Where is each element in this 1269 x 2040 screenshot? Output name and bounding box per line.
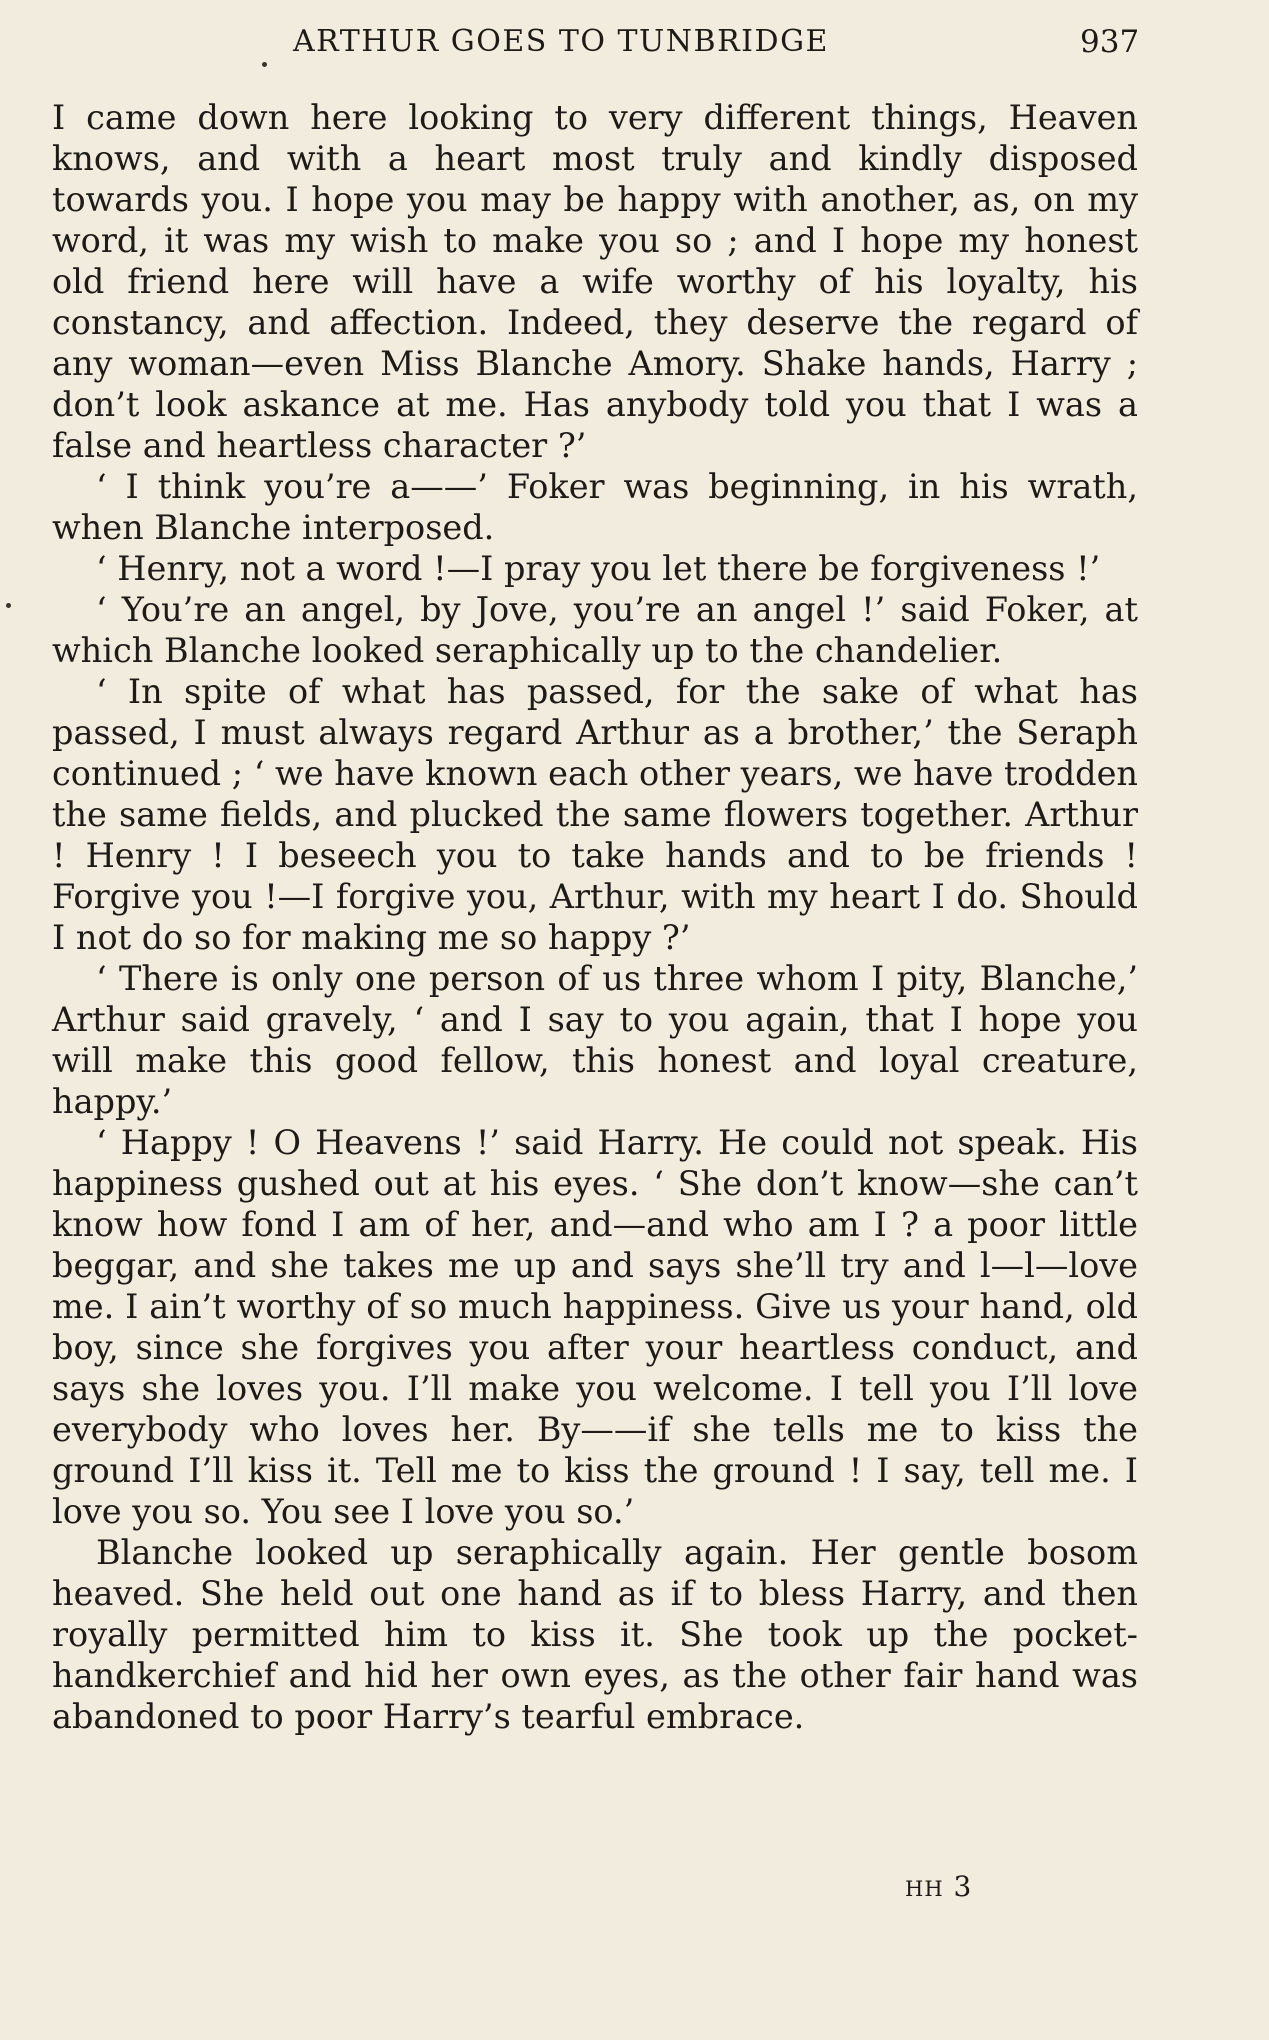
paragraph: ‘ In spite of what has passed, for the sake of what has passed, I must always regard Arthur as a brother,’ the Seraph continued ; ‘ we have known each other years, we have trodden the same fields, and plucked the same flowers together. Arthur ! Henry ! I beseech you to take hands and to be friends ! Forgive you !—I forgive you, Arthur, with my heart I do. Should I not do so for making me so happy ?’: [52, 672, 1138, 957]
body-text: [52, 97, 1138, 1737]
paragraph: ‘ You’re an angel, by Jove, you’re an angel !’ said Foker, at which Blanche looked seraphically up to the chandelier.: [52, 590, 1138, 670]
signature-letters: HH: [905, 1877, 944, 1901]
page-header: [0, 24, 1269, 68]
paragraph: ‘ Henry, not a word !—I pray you let there be forgiveness !’: [96, 549, 1101, 588]
header-ornament-dot: [262, 62, 267, 67]
running-title: ARTHUR GOES TO TUNBRIDGE: [293, 24, 829, 59]
paragraph-continued: I came down here looking to very different things, Heaven knows, and with a heart most truly and kindly disposed towards you. I hope you may be happy with another, as, on my word, it was my wish to make you so ; and I hope my honest old friend here will have a wife worthy of his loyalty, his constancy, and affection. Indeed, they deserve the regard of any woman—even Miss Blanche Amory. Shake hands, Harry ; don’t look askance at me. Has anybody told you that I was a false and heartless character ?’: [52, 98, 1138, 465]
paragraph: ‘ There is only one person of us three whom I pity, Blanche,’ Arthur said gravely, ‘ and I say to you again, that I hope you will make this good fellow, this honest and loyal creature, happy.’: [52, 959, 1138, 1121]
signature-number: 3: [953, 1870, 973, 1903]
paragraph: ‘ I think you’re a——’ Foker was beginning, in his wrath, when Blanche interposed.: [52, 467, 1138, 547]
paragraph: Blanche looked up seraphically again. Her gentle bosom heaved. She held out one hand as if to bless Harry, and then royally permitted him to kiss it. She took up the pocket-handkerchief and hid her own eyes, as the other fair hand was abandoned to poor Harry’s tearful embrace.: [52, 1533, 1138, 1736]
paragraph: ‘ Happy ! O Heavens !’ said Harry. He could not speak. His happiness gushed out at his eyes. ‘ She don’t know—she can’t know how fond I am of her, and—and who am I ? a poor little beggar, and she takes me up and says she’ll try and l—l—love me. I ain’t worthy of so much happiness. Give us your hand, old boy, since she forgives you after your heartless conduct, and says she loves you. I’ll make you welcome. I tell you I’ll love everybody who loves her. By——if she tells me to kiss the ground I’ll kiss it. Tell me to kiss the ground ! I say, tell me. I love you so. You see I love you so.’: [52, 1123, 1138, 1531]
signature-mark: [905, 1870, 972, 1903]
margin-speck: [6, 603, 11, 608]
page-number: 937: [1080, 24, 1140, 60]
